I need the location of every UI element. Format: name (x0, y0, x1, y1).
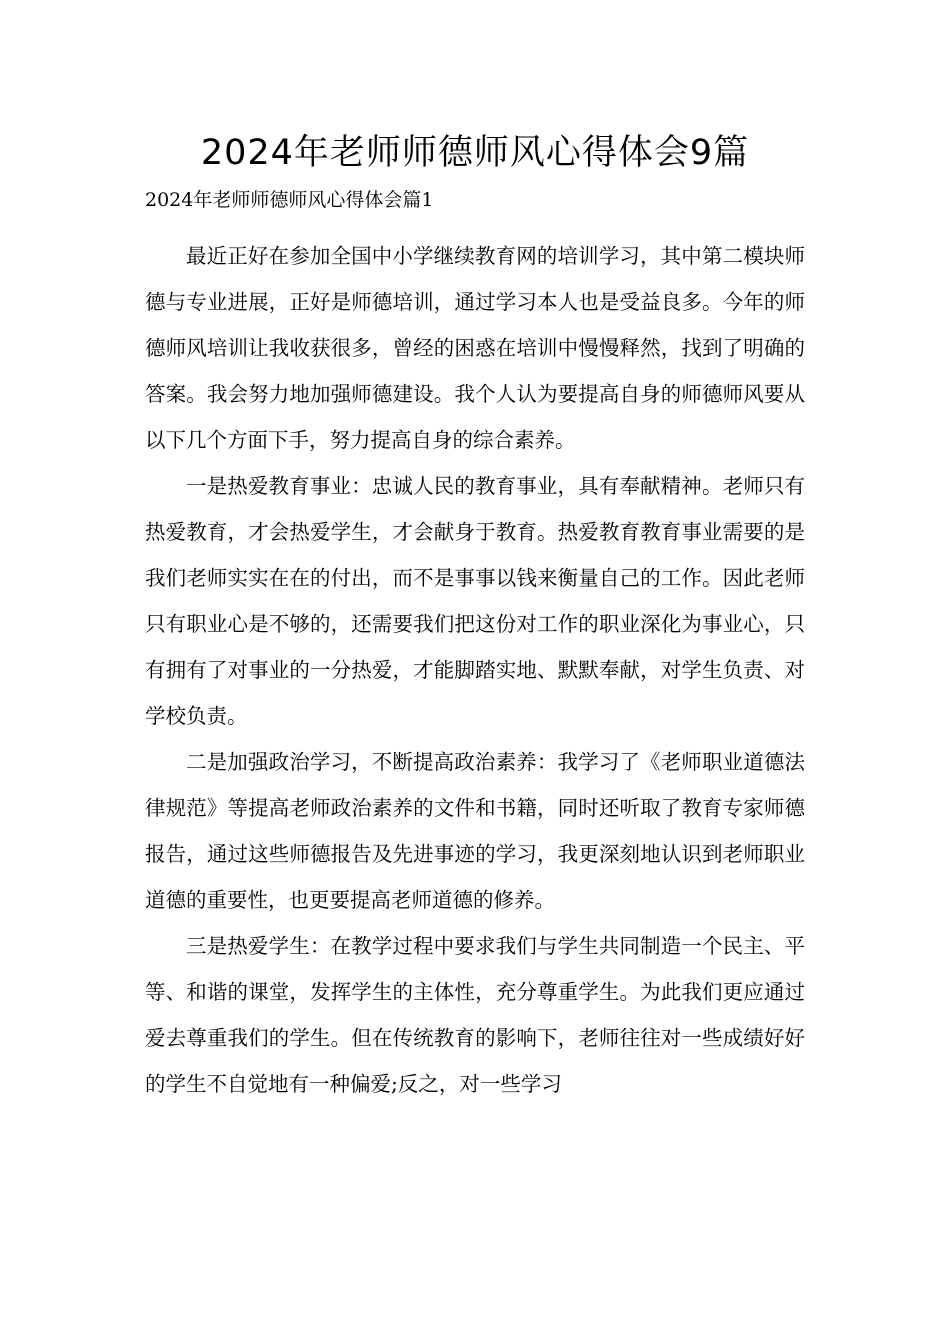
paragraph-3: 二是加强政治学习，不断提高政治素养：我学习了《老师职业道德法律规范》等提高老师政治素养的文件和书籍，同时还听取了教育专家师德报告，通过这些师德报告及先进事迹的学习，我更深刻地认识到老师职业道德的重要性，也更要提高老师道德的修养。 (145, 750, 805, 912)
section-heading: 2024年老师师德师风心得体会篇1 (145, 189, 434, 211)
paragraph-4: 三是热爱学生：在教学过程中要求我们与学生共同制造一个民主、平等、和谐的课堂，发挥学生的主体性，充分尊重学生。为此我们更应通过爱去尊重我们的学生。但在传统教育的影响下，老师往往对一些成绩好好的学生不自觉地有一种偏爱;反之，对一些学习 (145, 934, 805, 1096)
paragraph-1: 最近正好在参加全国中小学继续教育网的培训学习，其中第二模块师德与专业进展，正好是师德培训，通过学习本人也是受益良多。今年的师德师风培训让我收获很多，曾经的困惑在培训中慢慢释然，找到了明确的答案。我会努力地加强师德建设。我个人认为要提高自身的师德师风要从以下几个方面下手，努力提高自身的综合素养。 (145, 244, 805, 452)
paragraph-2: 一是热爱教育事业：忠诚人民的教育事业，具有奉献精神。老师只有热爱教育，才会热爱学生，才会献身于教育。热爱教育教育事业需要的是我们老师实实在在的付出，而不是事事以钱来衡量自己的工作。因此老师只有职业心是不够的，还需要我们把这份对工作的职业深化为事业心，只有拥有了对事业的一分热爱，才能脚踏实地、默默奉献，对学生负责、对学校负责。 (145, 474, 805, 728)
body-text (145, 233, 805, 1107)
document-title: 2024年老师师德师风心得体会9篇 (200, 133, 750, 173)
